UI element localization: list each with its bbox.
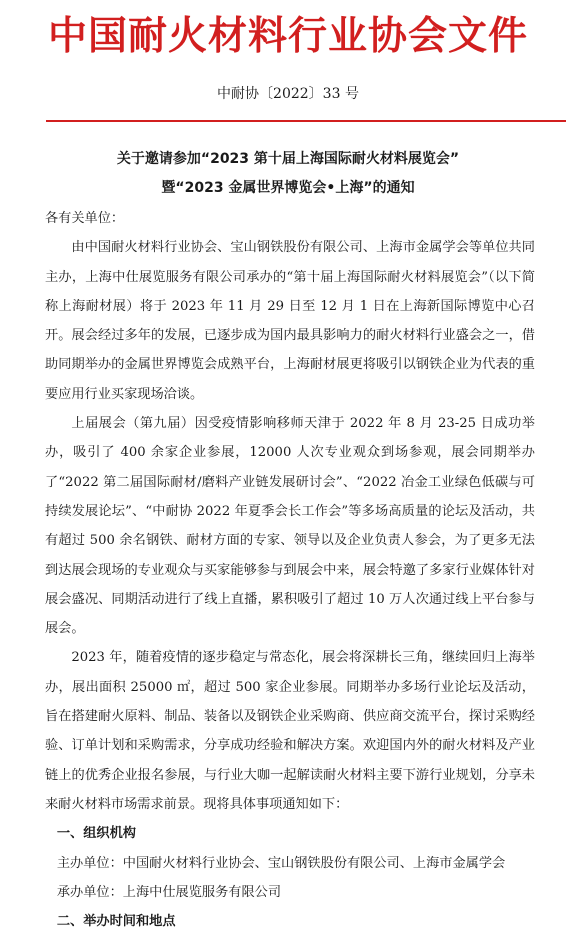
- doc-number: 中耐协〔2022〕33 号: [217, 86, 359, 102]
- org-title: 中国耐火材料行业协会文件: [47, 14, 528, 59]
- salutation: 各有关单位：: [45, 211, 125, 226]
- body-text: [45, 204, 535, 936]
- paragraph-1: 由中国耐火材料行业协会、宝山钢铁股份有限公司、上海市金属学会等单位共同主办，上海中仕展览服务有限公司承办的“第十届上海国际耐火材料展览会”（以下简称上海耐材展）将于 2023 年 11 月 29 日至 12 月 1 日在上海新国际博览中心召开。展会经过多年的发展，已逐步成为国内最具影响力的耐火材料行业盛会之一，借助同期举办的金属世界博览会成熟平台，上海耐材展更将吸引以钢铁企业为代表的重要应用行业买家现场洽谈。: [45, 240, 535, 402]
- section-2-heading: 二、举办时间和地点: [56, 914, 176, 930]
- notice-title-line2: 暨“2023 金属世界博览会•上海”的通知: [161, 180, 415, 196]
- red-divider: [46, 120, 566, 122]
- paragraph-3: 2023 年，随着疫情的逐步稳定与常态化，展会将深耕长三角，继续回归上海举办，展出面积 25000 ㎡，超过 500 家企业参展。同期举办多场行业论坛及活动，旨在搭建耐火原料、制品、装备以及钢铁企业采购商、供应商交流平台，探讨采购经验、订单计划和采购需求，分享成功经验和解决方案。欢迎国内外的耐火材料及产业链上的优秀企业报名参展，与行业大咖一起解读耐火材料主要下游行业规划，分享未来耐火材料市场需求前景。现将具体事项通知如下：: [45, 650, 535, 812]
- paragraph-2: 上届展会（第九届）因受疫情影响移师天津于 2022 年 8 月 23-25 日成功举办，吸引了 400 余家企业参展，12000 人次专业观众到场参观，展会同期举办了“2022 第二届国际耐材/磨料产业链发展研讨会”、“2022 冶金工业绿色低碳与可持续发展论坛”、“中耐协 2022 年夏季会长工作会”等多场高质量的论坛及活动，共有超过 500 余名钢铁、耐材方面的专家、领导以及企业负责人参会，为了更多无法到达展会现场的专业观众与买家能够参与到展会中来，展会特邀了多家行业媒体针对展会盛况、同期活动进行了线上直播，累积吸引了超过 10 万人次通过线上平台参与展会。: [45, 416, 535, 637]
- host-line: 主办单位：中国耐火材料行业协会、宝山钢铁股份有限公司、上海市金属学会: [56, 855, 506, 871]
- organizer-line: 承办单位：上海中仕展览服务有限公司: [56, 884, 282, 900]
- notice-title-line1: 关于邀请参加“2023 第十届上海国际耐火材料展览会”: [116, 151, 460, 167]
- section-1-heading: 一、组织机构: [56, 826, 136, 842]
